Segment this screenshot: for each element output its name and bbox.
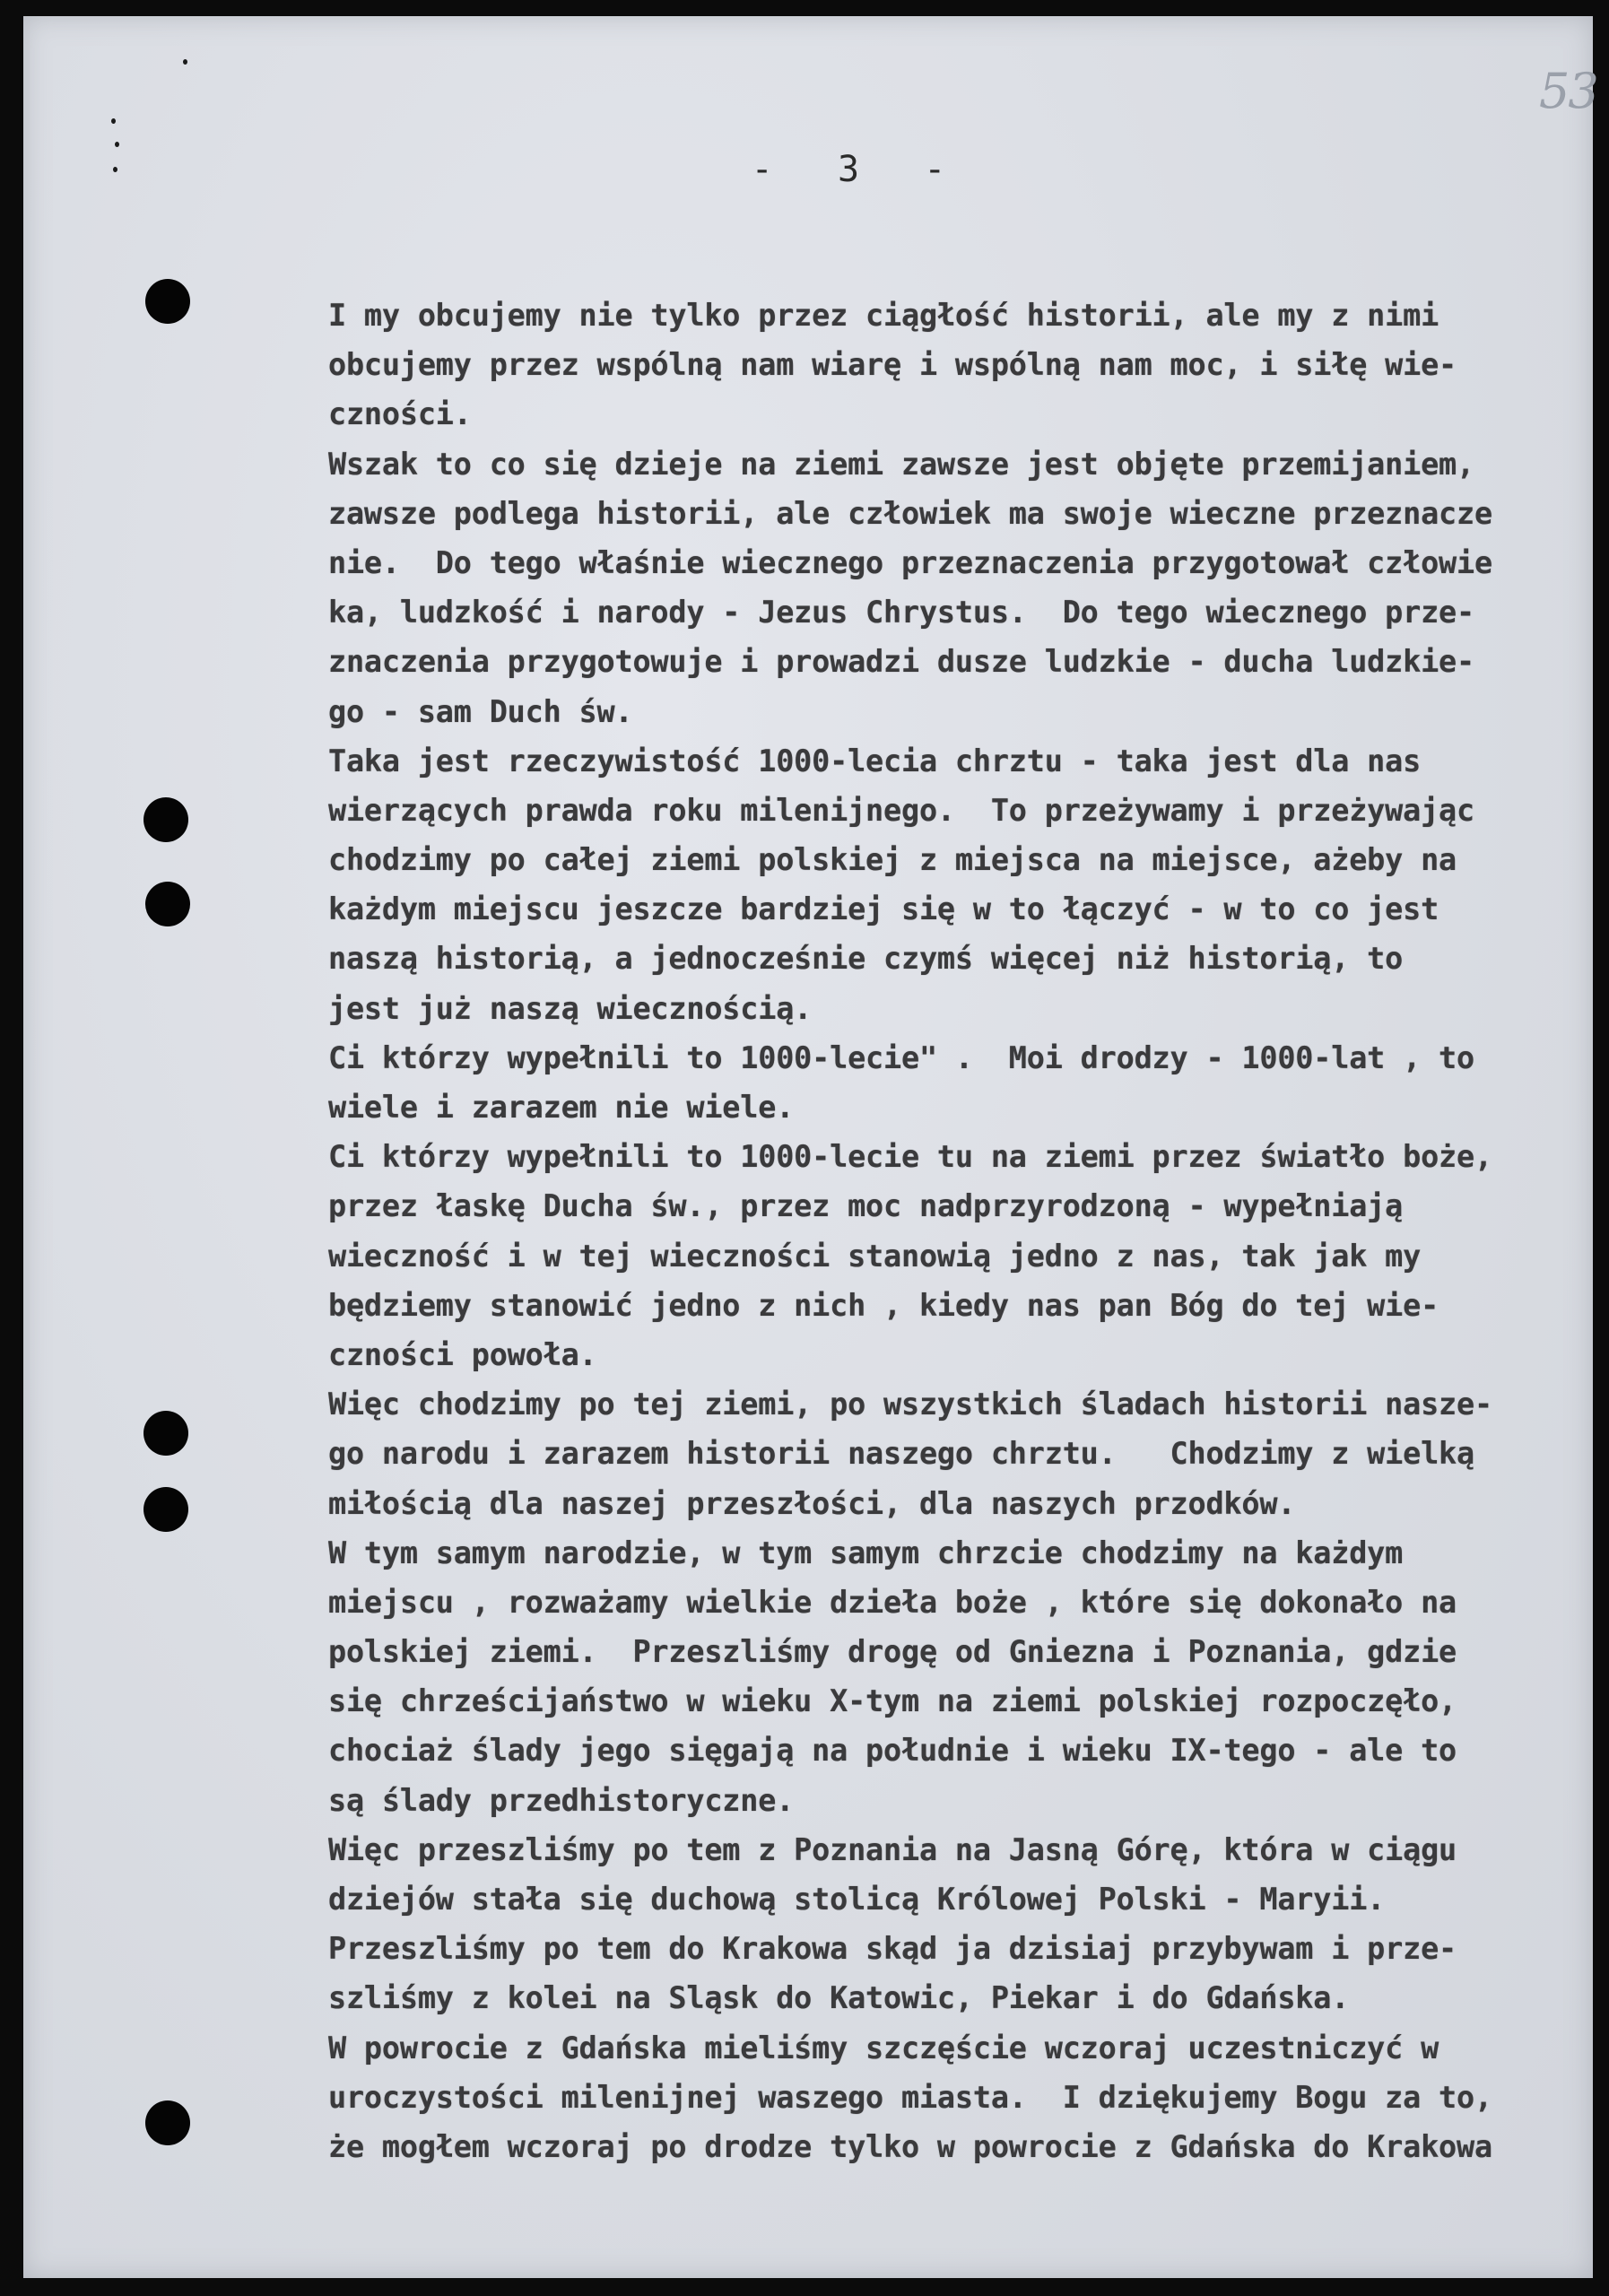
text-line: naszą historią, a jednocześnie czymś więcej niż historią, to — [328, 941, 1404, 977]
punch-hole-icon — [145, 2100, 190, 2145]
punch-hole-icon — [144, 797, 188, 842]
dust-speck — [115, 142, 119, 147]
text-line: W powrocie z Gdańska mieliśmy szczęście wczoraj uczestniczyć w — [328, 2030, 1439, 2066]
dust-speck — [111, 118, 116, 124]
page-body — [328, 291, 1609, 2171]
text-line: znaczenia przygotowuje i prowadzi dusze ludzkie - ducha ludzkie- — [328, 644, 1474, 680]
text-line: że mogłem wczoraj po drodze tylko w powrocie z Gdańska do Krakowa — [328, 2128, 1492, 2164]
text-line: czności. — [328, 396, 472, 432]
punch-hole-icon — [144, 1411, 188, 1456]
punch-hole-icon — [145, 882, 190, 926]
text-line: uroczystości milenijnej waszego miasta. I dziękujemy Bogu za to, — [328, 2079, 1492, 2115]
text-line: Wszak to co się dzieje na ziemi zawsze jest objęte przemijaniem, — [328, 446, 1474, 482]
text-line: go - sam Duch św. — [328, 693, 633, 729]
text-line: wieczność i w tej wieczności stanowią jedno z nas, tak jak my — [328, 1238, 1422, 1274]
text-line: są ślady przedhistoryczne. — [328, 1782, 795, 1818]
text-line: dziejów stała się duchową stolicą Królowej Polski - Maryii. — [328, 1882, 1386, 1917]
text-line: zawsze podlega historii, ale człowiek ma swoje wieczne przeznacze — [328, 495, 1492, 531]
text-line: będziemy stanowić jedno z nich , kiedy nas pan Bóg do tej wie- — [328, 1287, 1439, 1323]
text-line: ka, ludzkość i narody - Jezus Chrystus. Do tego wiecznego prze- — [328, 595, 1474, 631]
text-line: Przeszliśmy po tem do Krakowa skąd ja dzisiaj przybywam i prze- — [328, 1931, 1457, 1967]
folio-number: 53 — [1539, 63, 1597, 119]
text-line: każdym miejscu jeszcze bardziej się w to łączyć - w to co jest — [328, 891, 1439, 927]
text-line: W tym samym narodzie, w tym samym chrzcie chodzimy na każdym — [328, 1535, 1404, 1570]
text-line: wierzących prawda roku milenijnego. To przeżywamy i przeżywając — [328, 792, 1474, 828]
text-line: chodzimy po całej ziemi polskiej z miejsca na miejsce, ażeby na — [328, 842, 1457, 878]
text-line: Więc przeszliśmy po tem z Poznania na Jasną Górę, która w ciągu — [328, 1831, 1457, 1867]
text-line: miłością dla naszej przeszłości, dla naszych przodków. — [328, 1485, 1296, 1521]
text-line: go narodu i zarazem historii naszego chrztu. Chodzimy z wielką — [328, 1436, 1474, 1472]
text-line: czności powoła. — [328, 1336, 597, 1372]
text-line: miejscu , rozważamy wielkie dzieła boże , które się dokonało na — [328, 1584, 1457, 1620]
text-line: jest już naszą wiecznością. — [328, 990, 813, 1026]
text-line: obcujemy przez wspólną nam wiarę i wspólną nam moc, i siłę wie- — [328, 347, 1457, 383]
text-line: polskiej ziemi. Przeszliśmy drogę od Gniezna i Poznania, gdzie — [328, 1634, 1457, 1670]
text-line: nie. Do tego właśnie wiecznego przeznaczenia przygotował człowie — [328, 544, 1492, 580]
punch-hole-icon — [145, 279, 190, 324]
text-line: się chrześcijaństwo w wieku X-tym na ziemi polskiej rozpoczęło, — [328, 1683, 1457, 1719]
text-line: Ci którzy wypełnili to 1000-lecie" . Moi drodzy - 1000-lat , to — [328, 1039, 1474, 1075]
text-line: Taka jest rzeczywistość 1000-lecia chrztu - taka jest dla nas — [328, 743, 1422, 778]
text-line: wiele i zarazem nie wiele. — [328, 1090, 795, 1125]
text-line: szliśmy z kolei na Sląsk do Katowic, Piekar i do Gdańska. — [328, 1980, 1350, 2016]
text-line: chociaż ślady jego sięgają na południe i wieku IX-tego - ale to — [328, 1733, 1457, 1769]
page-number: - 3 - — [751, 149, 946, 190]
dust-speck — [183, 59, 187, 65]
text-line: przez łaskę Ducha św., przez moc nadprzyrodzoną - wypełniają — [328, 1188, 1404, 1224]
text-line: Ci którzy wypełnili to 1000-lecie tu na ziemi przez światło boże, — [328, 1139, 1492, 1175]
punch-hole-icon — [144, 1487, 188, 1532]
text-line: I my obcujemy nie tylko przez ciągłość historii, ale my z nimi — [328, 298, 1439, 333]
text-line: Więc chodzimy po tej ziemi, po wszystkich śladach historii nasze- — [328, 1387, 1492, 1422]
typewritten-page — [23, 16, 1597, 2278]
dust-speck — [113, 167, 117, 172]
